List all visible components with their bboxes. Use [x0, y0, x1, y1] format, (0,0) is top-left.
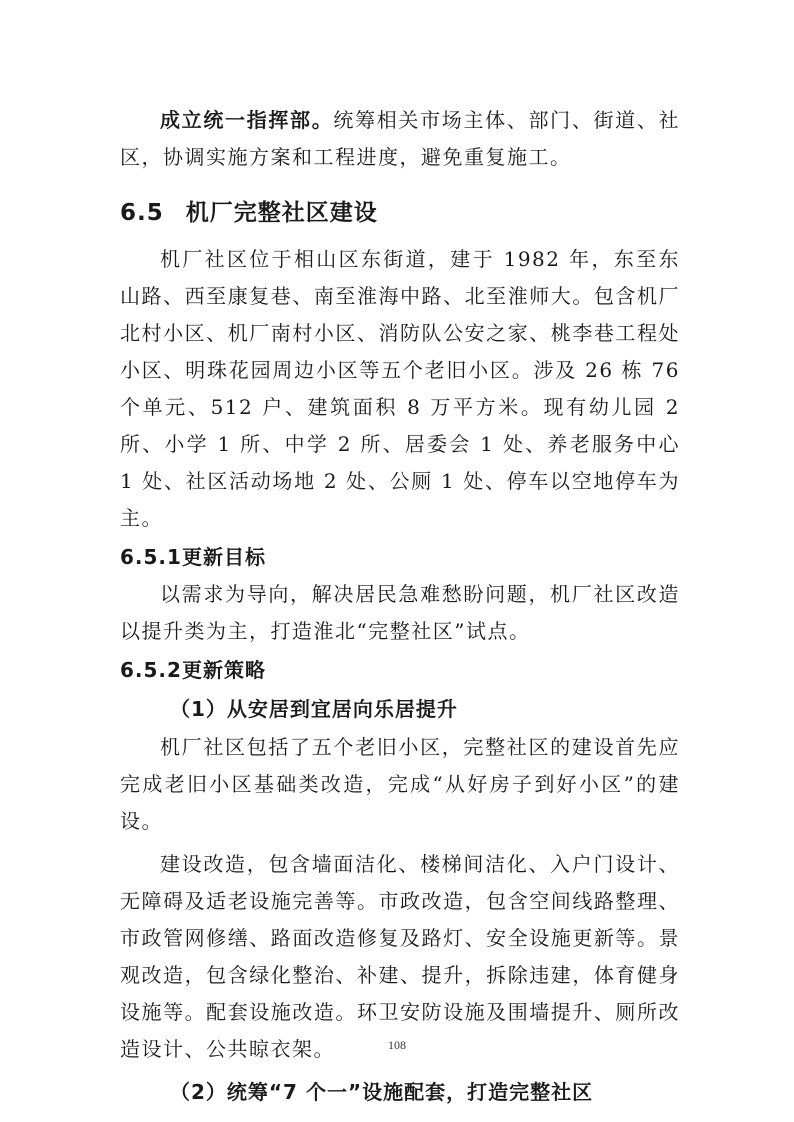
document-page	[120, 96, 680, 1112]
section-title: 机厂完整社区建设	[185, 200, 378, 226]
strategy-paragraph-1: 机厂社区包括了五个老旧小区，完整社区的建设首先应完成老旧小区基础类改造，完成“从好房子到好小区”的建设。	[120, 735, 680, 833]
section-number: 6.5	[120, 200, 164, 226]
strategy-item-2: （2）统筹“7 个一”设施配套，打造完整社区	[170, 1080, 594, 1104]
subsection-1-paragraph: 以需求为导向，解决居民急难愁盼问题，机厂社区改造以提升类为主，打造淮北“完整社区”试点。	[120, 582, 680, 643]
strategy-item-1: （1）从安居到宜居向乐居提升	[170, 697, 458, 721]
subsection-heading-1: 6.5.1更新目标	[120, 545, 266, 569]
page-number: 108	[388, 1038, 406, 1052]
intro-bold-lead: 成立统一指挥部。	[160, 108, 334, 132]
section-paragraph: 机厂社区位于相山区东街道，建于 1982 年，东至东山路、西至康复巷、南至淮海中路、北至淮师大。包含机厂北村小区、机厂南村小区、消防队公安之家、桃李巷工程处小区、明珠花园周边小区等五个老旧小区。涉及 26 栋 76 个单元、512 户、建筑面积 8 万平方米。现有幼儿园 2 所、小学 1 所、中学 2 所、居委会 1 处、养老服务中心 1 处、社区活动场地 2 处、公厕 1 处、停车以空地停车为主。	[120, 247, 680, 530]
intro-paragraph	[120, 102, 680, 176]
intro-text: 统筹相关市场主体、部门、街道、社区，协调实施方案和工程进度，避免重复施工。	[120, 108, 681, 169]
subsection-heading-2: 6.5.2更新策略	[120, 658, 266, 682]
section-heading	[120, 194, 680, 227]
strategy-paragraph-2: 建设改造，包含墙面洁化、楼梯间洁化、入户门设计、无障碍及适老设施完善等。市政改造，包含空间线路整理、市政管网修缮、路面改造修复及路灯、安全设施更新等。景观改造，包含绿化整治、补建、提升，拆除违建，体育健身设施等。配套设施改造。环卫安防设施及围墙提升、厕所改造设计、公共晾衣架。	[120, 852, 680, 1061]
